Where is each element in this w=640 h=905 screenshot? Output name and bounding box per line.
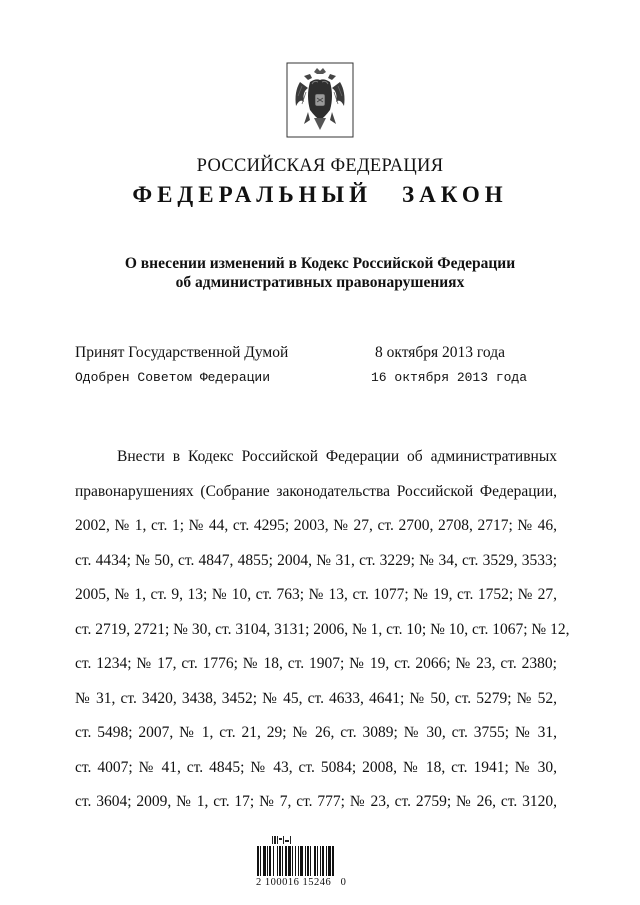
body-text-line: ст. 4434; № 50, ст. 4847, 4855; 2004, № 31, ст. 3229; № 34, ст. 3529, 3533; [75, 551, 557, 569]
approval-label: Одобрен Советом Федерации [75, 370, 271, 385]
adoption-row-federation-council [75, 370, 575, 392]
body-text-line: ст. 2719, 2721; № 30, ст. 3104, 3131; 2006, № 1, ст. 10; № 10, ст. 1067; № 12, [75, 620, 570, 638]
body-text-line: ст. 3604; 2009, № 1, ст. 17; № 7, ст. 777; № 23, ст. 2759; № 26, ст. 3120, [75, 793, 557, 810]
body-text-line: ст. 4007; № 41, ст. 4845; № 43, ст. 5084; 2008, № 18, ст. 1941; № 30, [75, 758, 557, 776]
document-type-word-federal: ФЕДЕРАЛЬНЫЙ [132, 182, 373, 207]
barcode-top-mark-icon [270, 835, 294, 845]
barcode-number: 2 100016 15246 0 [256, 877, 347, 888]
body-text-line: ст. 5498; 2007, № 1, ст. 21, 29; № 26, ст. 3089; № 30, ст. 3755; № 31, [75, 724, 557, 741]
country-name: РОССИЙСКАЯ ФЕДЕРАЦИЯ [196, 156, 444, 176]
body-text-line: правонарушениях (Собрание законодательства Российской Федерации, [75, 482, 557, 500]
body-text-line: Внести в Кодекс Российской Федерации об административных [117, 448, 557, 465]
adoption-row-duma [75, 344, 575, 366]
body-text-line: 2002, № 1, ст. 1; № 44, ст. 4295; 2003, № 27, ст. 2700, 2708, 2717; № 46, [75, 517, 557, 534]
document-type-heading [0, 182, 640, 208]
coat-of-arms-icon [286, 62, 354, 138]
body-text-line: 2005, № 1, ст. 9, 13; № 10, ст. 763; № 13, ст. 1077; № 19, ст. 1752; № 27, [75, 586, 557, 603]
document-barcode [256, 835, 346, 889]
law-body-text [75, 446, 570, 826]
law-title [0, 254, 640, 292]
adoption-date: 8 октября 2013 года [375, 344, 505, 361]
law-title-line-2: об административных правонарушениях [175, 274, 465, 291]
document-type-word-law: ЗАКОН [402, 182, 508, 207]
body-text-line: № 31, ст. 3420, 3438, 3452; № 45, ст. 4633, 4641; № 50, ст. 5279; № 52, [75, 689, 557, 707]
adoption-label: Принят Государственной Думой [75, 344, 289, 361]
barcode-bars-icon [256, 846, 346, 876]
approval-date: 16 октября 2013 года [371, 370, 528, 385]
law-title-line-1: О внесении изменений в Кодекс Российской Федерации [124, 255, 516, 272]
body-text-line: ст. 1234; № 17, ст. 1776; № 18, ст. 1907; № 19, ст. 2066; № 23, ст. 2380; [75, 655, 557, 672]
